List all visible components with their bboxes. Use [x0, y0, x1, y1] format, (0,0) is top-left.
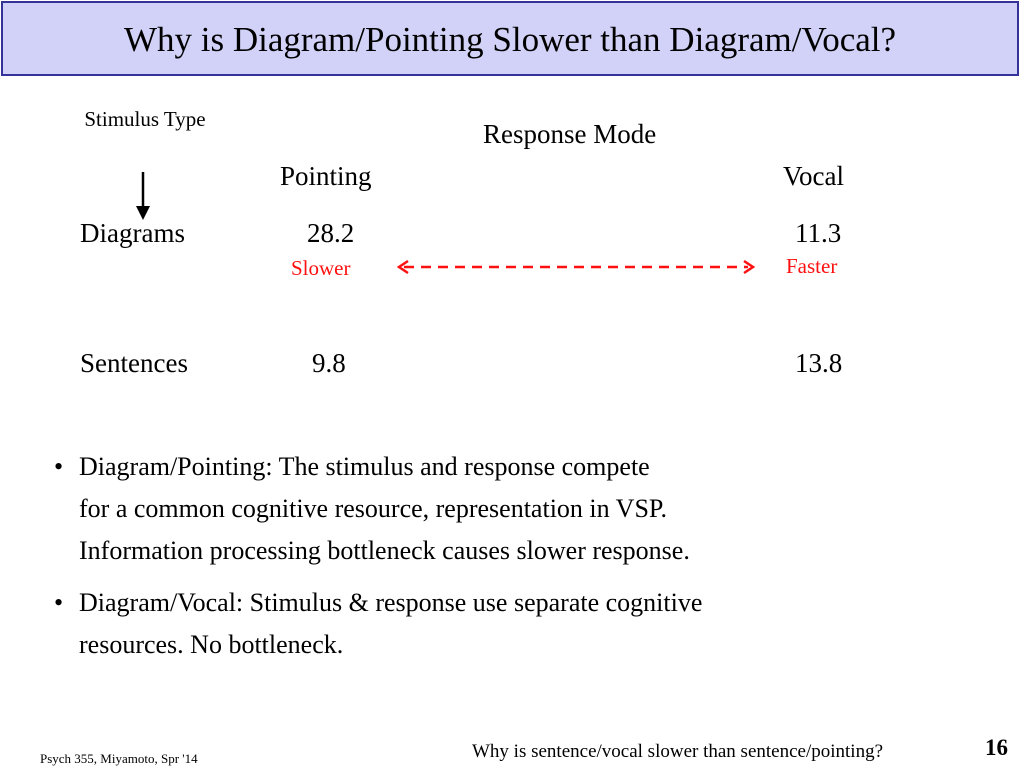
arrow-down-icon [135, 172, 151, 220]
cell-diagrams-pointing: 28.2 [307, 218, 355, 248]
response-mode-label: Response Mode [483, 119, 657, 149]
bullet-list [54, 446, 894, 676]
double-headed-dashed-arrow-icon [395, 258, 757, 276]
footer-course-label: Psych 355, Miyamoto, Spr '14 [40, 751, 198, 766]
bullet-line: for a common cognitive resource, representation in VSP. [79, 494, 667, 523]
bullet-diagram-vocal [54, 582, 894, 666]
bullet-line: Diagram/Vocal: Stimulus & response use separate cognitive [79, 588, 703, 617]
bullet-marker: • [54, 588, 64, 617]
title-bar [1, 1, 1019, 76]
cell-sentences-vocal: 13.8 [795, 348, 843, 378]
column-header-pointing: Pointing [280, 161, 372, 191]
row-label-sentences: Sentences [80, 348, 188, 378]
bullet-line: resources. No bottleneck. [79, 630, 344, 659]
column-header-vocal: Vocal [783, 161, 844, 191]
bullet-line: Diagram/Pointing: The stimulus and response compete [79, 452, 650, 481]
row-label-diagrams: Diagrams [80, 218, 185, 248]
footer-question: Why is sentence/vocal slower than sentence/pointing? [472, 741, 884, 762]
page-number: 16 [985, 735, 1008, 760]
bullet-line: Information processing bottleneck causes slower response. [79, 536, 690, 565]
faster-label: Faster [786, 254, 838, 278]
slide-title: Why is Diagram/Pointing Slower than Diagram/Vocal? [123, 20, 897, 59]
bullet-diagram-pointing [54, 446, 894, 572]
cell-sentences-pointing: 9.8 [312, 348, 346, 378]
stimulus-type-label: Stimulus Type [84, 107, 206, 131]
cell-diagrams-vocal: 11.3 [795, 218, 842, 248]
bullet-marker: • [54, 452, 64, 481]
slower-label: Slower [291, 256, 351, 280]
